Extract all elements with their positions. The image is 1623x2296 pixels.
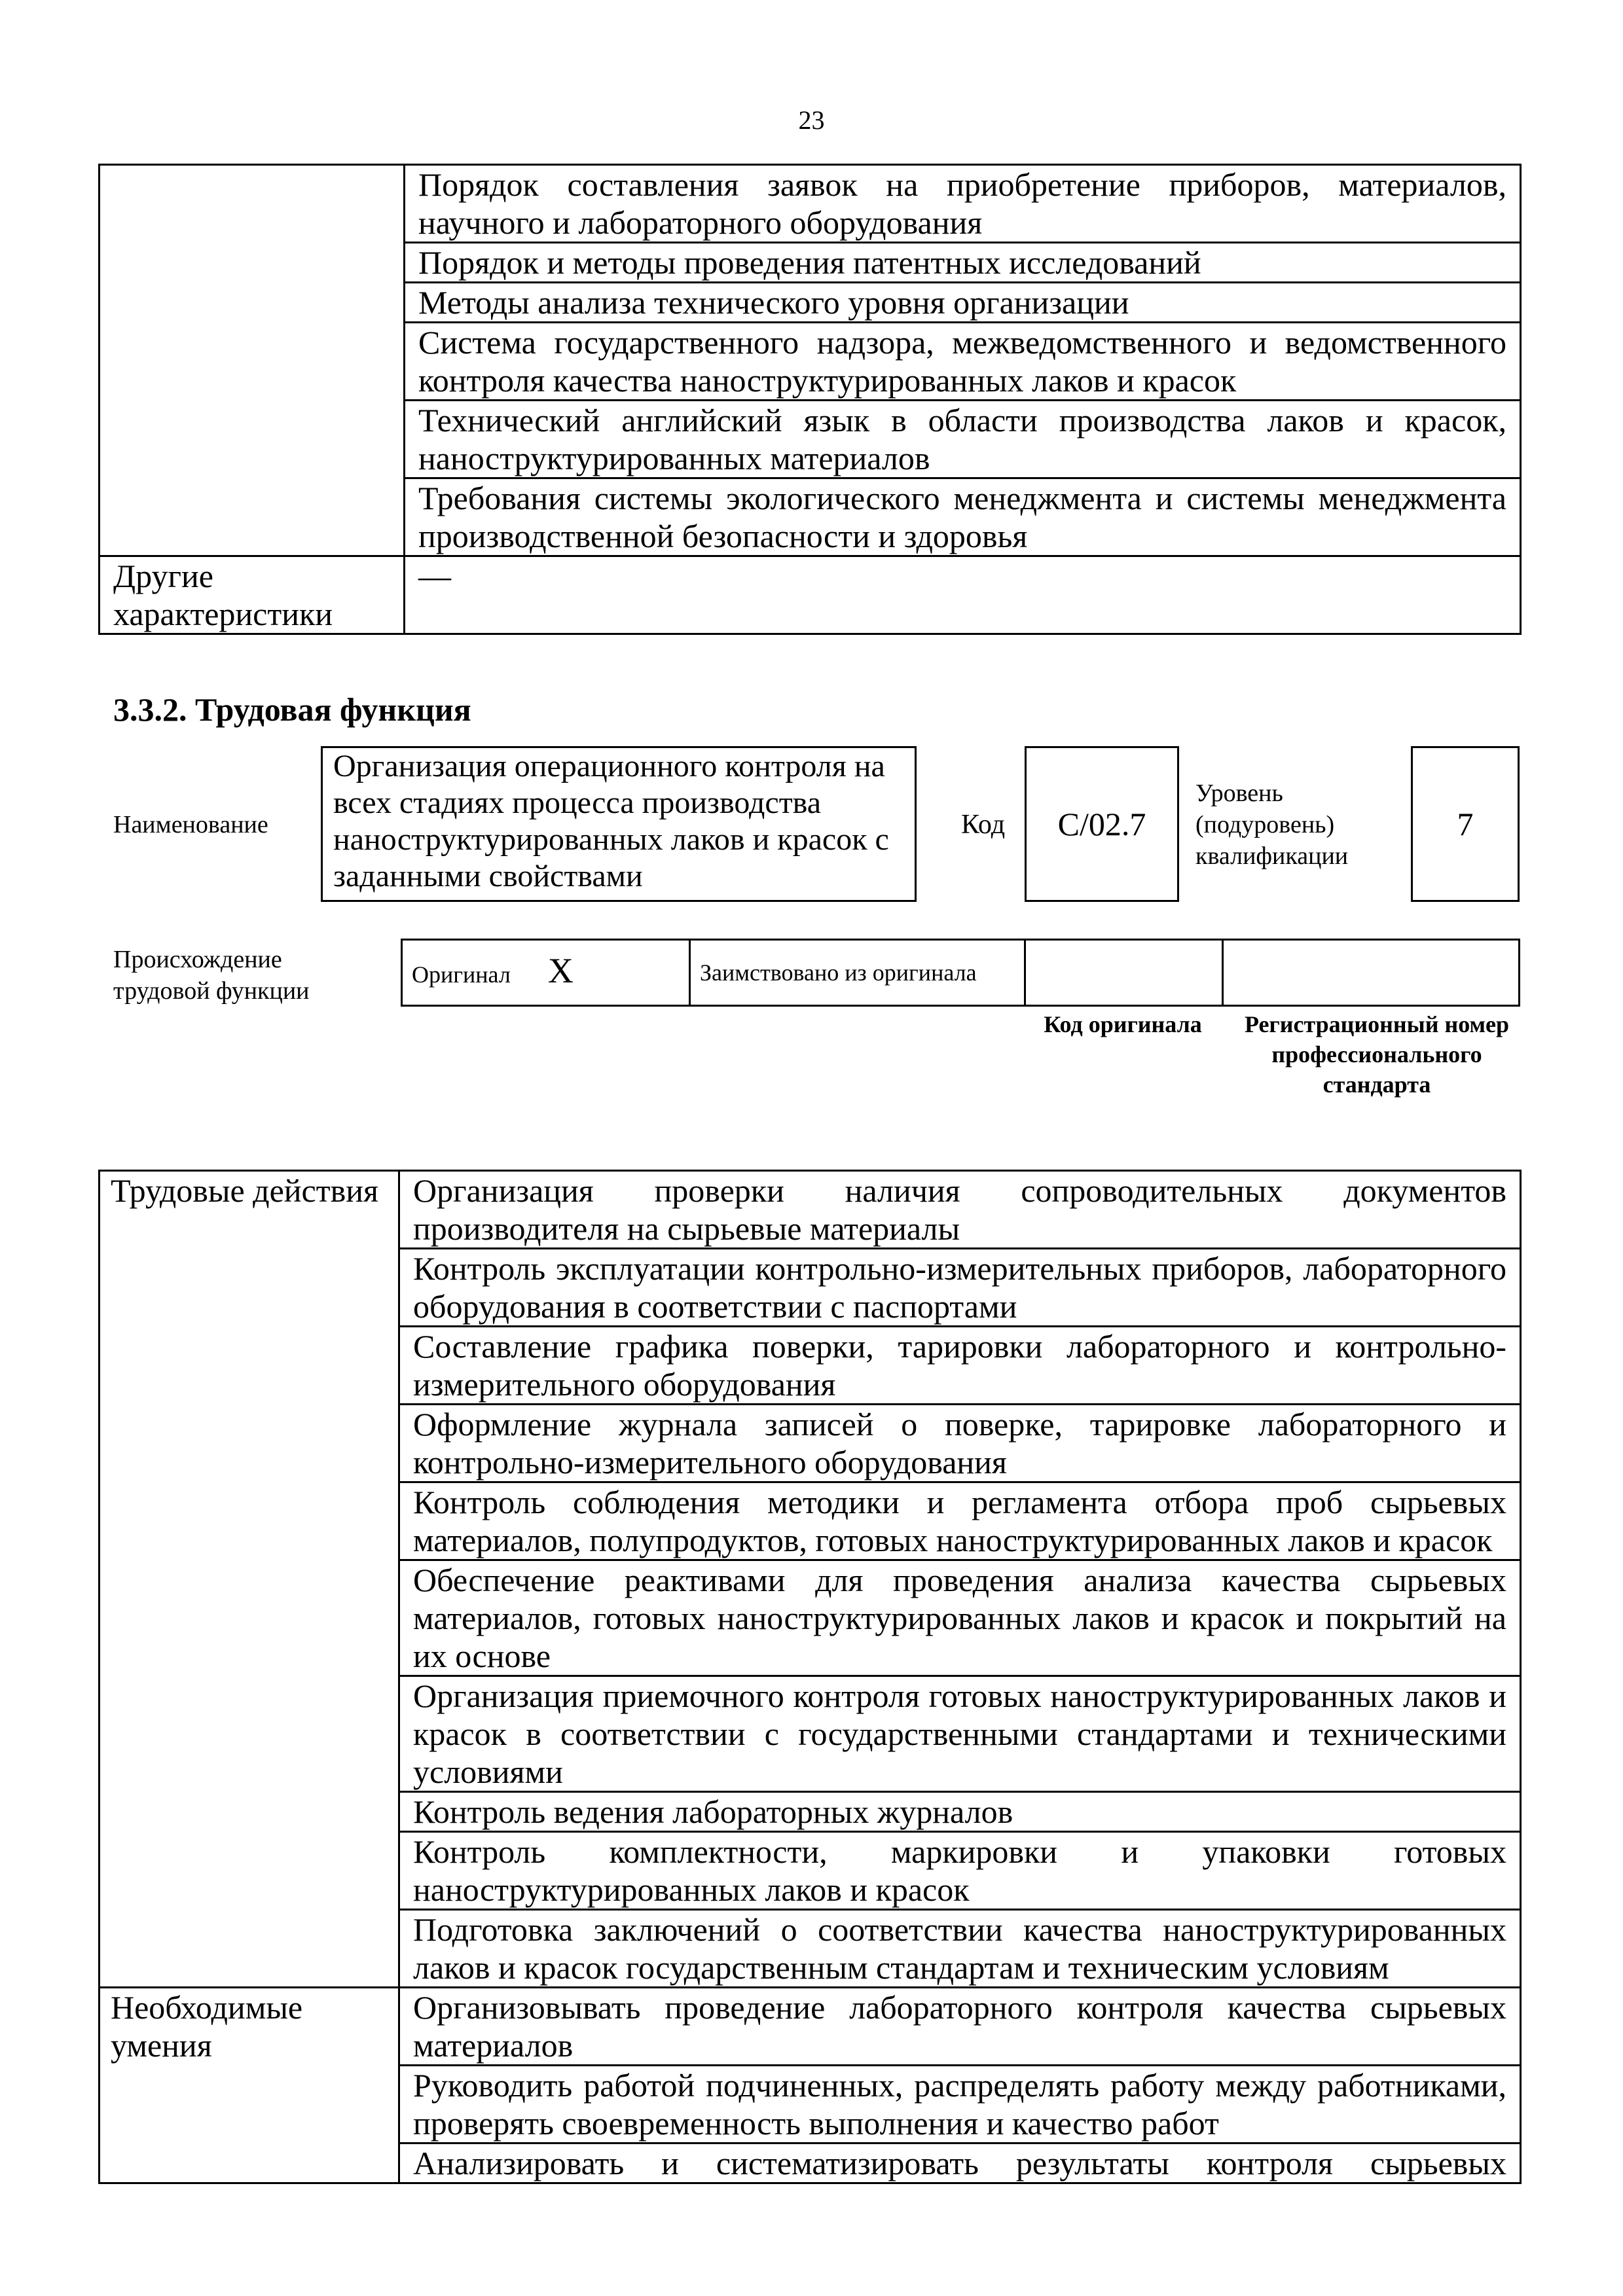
- knowledge-item: Порядок и методы проведения патентных исследований: [405, 243, 1521, 283]
- table-row: [402, 940, 1520, 1006]
- borrowed-label: Заимствовано из оригинала: [690, 940, 1025, 1006]
- labor-action-item: Контроль соблюдения методики и регламента отбора проб сырьевых материалов, полупродуктов, готовых наноструктурированных лаков и красок: [399, 1482, 1521, 1560]
- knowledge-item: Методы анализа технического уровня организации: [405, 283, 1521, 323]
- code-original-caption: Код оригинала: [1044, 1011, 1202, 1037]
- code-label: Код: [961, 810, 1006, 840]
- origin-label: Происхождение трудовой функции: [113, 946, 310, 1005]
- labor-actions-table: [98, 1170, 1522, 2184]
- page-number: 23: [798, 105, 825, 135]
- labor-action-item: Составление графика поверки, тарировки лабораторного и контрольно-измерительного оборудования: [399, 1327, 1521, 1405]
- skill-item: Руководить работой подчиненных, распределять работу между работниками, проверять своевременность выполнения и качество работ: [399, 2066, 1521, 2144]
- labor-action-item: Контроль эксплуатации контрольно-измерительных приборов, лабораторного оборудования в соответствии с паспортами: [399, 1249, 1521, 1327]
- empty-label-cell: [100, 165, 405, 556]
- table-row: [100, 1171, 1521, 1249]
- origin-code-cell: [1025, 940, 1223, 1006]
- knowledge-table: [98, 164, 1522, 635]
- knowledge-item: Порядок составления заявок на приобретение приборов, материалов, научного и лабораторного оборудования: [405, 165, 1521, 243]
- section-title: 3.3.2. Трудовая функция: [113, 691, 471, 728]
- skills-label: Необходимые умения: [100, 1988, 399, 2183]
- original-mark: X: [547, 951, 574, 990]
- labor-action-item: Подготовка заключений о соответствии качества наноструктурированных лаков и красок государственным стандартам и техническим условиям: [399, 1910, 1521, 1988]
- code-value: C/02.7: [1025, 746, 1179, 902]
- knowledge-item: Требования системы экологического менеджмента и системы менеджмента производственной безопасности и здоровья: [405, 478, 1521, 556]
- function-name-box: Организация операционного контроля на всех стадиях процесса производства наноструктурированных лаков и красок с заданными свойствами: [321, 746, 917, 902]
- origin-table: [401, 939, 1520, 1007]
- labor-action-item: Организация приемочного контроля готовых наноструктурированных лаков и красок в соответствии с государственными стандартами и техническими условиями: [399, 1676, 1521, 1792]
- other-characteristics-label: Другие характеристики: [100, 556, 405, 634]
- original-label: Оригинал: [412, 961, 511, 988]
- labor-action-item: Контроль ведения лабораторных журналов: [399, 1792, 1521, 1832]
- labor-action-item: Организация проверки наличия сопроводительных документов производителя на сырьевые материалы: [399, 1171, 1521, 1249]
- labor-action-item: Контроль комплектности, маркировки и упаковки готовых наноструктурированных лаков и красок: [399, 1832, 1521, 1910]
- labor-action-item: Оформление журнала записей о поверке, тарировке лабораторного и контрольно-измерительного оборудования: [399, 1405, 1521, 1482]
- skill-item: Анализировать и систематизировать результаты контроля сырьевых: [399, 2144, 1521, 2183]
- level-label: Уровень (подуровень) квалификации: [1195, 780, 1349, 870]
- registration-number-caption: Регистрационный номер профессионального стандарта: [1244, 1011, 1510, 1098]
- labor-action-item: Обеспечение реактивами для проведения анализа качества сырьевых материалов, готовых наноструктурированных лаков и красок и покрытий на их основе: [399, 1560, 1521, 1676]
- level-value: 7: [1411, 746, 1520, 902]
- table-row: [100, 556, 1521, 634]
- skill-item: Организовывать проведение лабораторного контроля качества сырьевых материалов: [399, 1988, 1521, 2066]
- other-characteristics-value: —: [405, 556, 1521, 634]
- origin-original-cell: [402, 940, 690, 1006]
- table-row: [100, 165, 1521, 243]
- knowledge-item: Система государственного надзора, межведомственного и ведомственного контроля качества наноструктурированных лаков и красок: [405, 323, 1521, 401]
- labor-actions-label: Трудовые действия: [100, 1171, 399, 1988]
- knowledge-item: Технический английский язык в области производства лаков и красок, наноструктурированных материалов: [405, 401, 1521, 478]
- registration-number-cell: [1223, 940, 1520, 1006]
- table-row: [100, 1988, 1521, 2066]
- name-label: Наименование: [113, 811, 268, 838]
